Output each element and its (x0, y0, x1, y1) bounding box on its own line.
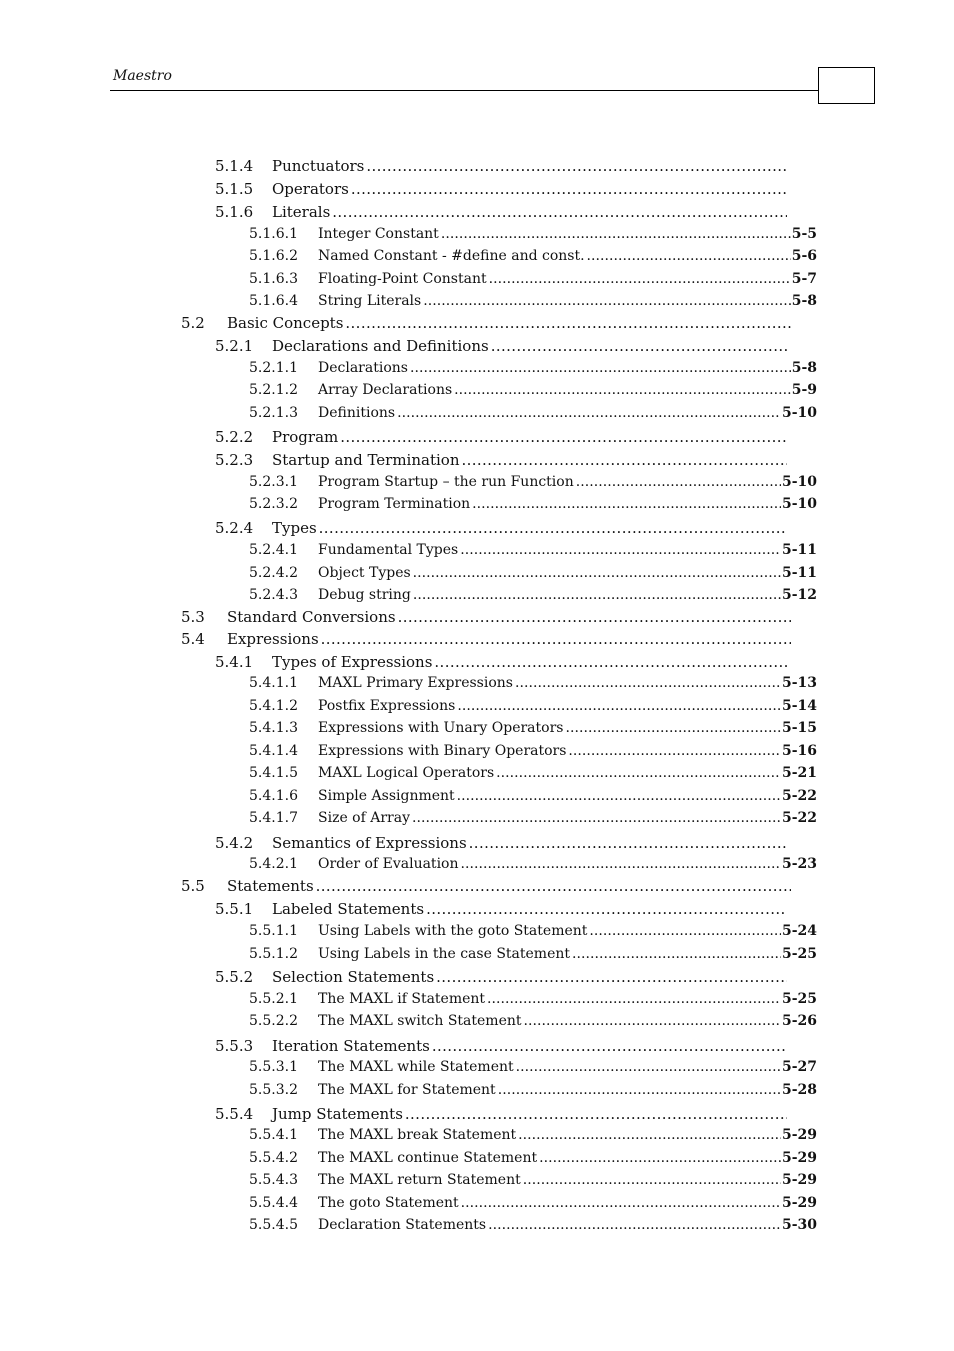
toc-entry-page: 5-28 (781, 1082, 817, 1098)
toc-entry[interactable] (249, 675, 817, 691)
toc-entry-title: Fundamental Types (318, 542, 459, 558)
toc-entry-title: Object Types (318, 565, 411, 581)
toc-entry-title: Size of Array (318, 810, 410, 826)
toc-entry[interactable] (249, 1013, 817, 1029)
toc-entry-title: Iteration Statements (272, 1037, 430, 1055)
toc-entry-title: Semantics of Expressions (272, 834, 467, 852)
toc-entry-number: 5.2.3.2 (249, 496, 298, 512)
toc-entry-number: 5.5.2 (215, 968, 254, 986)
toc-entry-page: 5-21 (781, 765, 817, 781)
toc-entry[interactable] (249, 923, 817, 939)
toc-dot-leader (366, 157, 787, 175)
toc-entry-number: 5.4.1.3 (249, 720, 298, 736)
toc-entry-title: The MAXL switch Statement (318, 1013, 522, 1029)
toc-entry-number: 5.5.1.1 (249, 923, 298, 939)
toc-dot-leader (469, 834, 787, 852)
toc-dot-leader (523, 1172, 781, 1188)
toc-entry-page: 5-22 (781, 810, 817, 826)
toc-entry[interactable] (181, 630, 792, 648)
toc-entry[interactable] (249, 856, 817, 872)
toc-entry-page: 5-10 (781, 474, 817, 490)
toc-entry[interactable] (249, 405, 817, 421)
toc-entry[interactable] (249, 587, 817, 603)
toc-entry-number: 5.5.4.1 (249, 1127, 298, 1143)
toc-dot-leader (410, 360, 791, 376)
toc-entry[interactable] (249, 226, 817, 242)
toc-dot-leader (524, 1013, 781, 1029)
toc-dot-leader (568, 743, 781, 759)
toc-entry-page: 5-25 (781, 991, 817, 1007)
toc-entry-number: 5.2.4.2 (249, 565, 298, 581)
toc-entry-title: Jump Statements (272, 1105, 403, 1123)
toc-entry-title: Literals (272, 203, 331, 221)
toc-entry[interactable] (249, 474, 817, 490)
toc-entry-page: 5-26 (781, 1013, 817, 1029)
toc-dot-leader (516, 1059, 781, 1075)
toc-entry-number: 5.2.2 (215, 428, 254, 446)
toc-entry-title: Debug string (318, 587, 411, 603)
toc-entry-title: Punctuators (272, 157, 365, 175)
toc-entry-title: Program Startup – the run Function (318, 474, 574, 490)
toc-dot-leader (496, 765, 781, 781)
toc-entry-title: Operators (272, 180, 349, 198)
toc-entry-number: 5.5.4.2 (249, 1150, 298, 1166)
toc-entry-title: MAXL Logical Operators (318, 765, 495, 781)
toc-entry-number: 5.4.1.5 (249, 765, 298, 781)
toc-entry-number: 5.1.6.4 (249, 293, 298, 309)
toc-entry[interactable] (249, 382, 817, 398)
toc-entry-number: 5.4.1.4 (249, 743, 298, 759)
toc-dot-leader (321, 630, 791, 648)
toc-entry-number: 5.2.4 (215, 519, 254, 537)
toc-dot-leader (587, 248, 791, 264)
toc-entry[interactable] (249, 1172, 817, 1188)
toc-entry-title: Startup and Termination (272, 451, 460, 469)
toc-entry-number: 5.2.3 (215, 451, 254, 469)
toc-entry-number: 5.5.4.5 (249, 1217, 298, 1233)
toc-entry-title: Expressions with Binary Operators (318, 743, 567, 759)
toc-entry-page: 5-6 (791, 248, 817, 264)
toc-dot-leader (332, 203, 787, 221)
toc-dot-leader (457, 698, 781, 714)
toc-entry-number: 5.2 (181, 314, 205, 332)
toc-dot-leader (487, 991, 781, 1007)
toc-entry-page: 5-30 (781, 1217, 817, 1233)
toc-dot-leader (518, 1127, 781, 1143)
toc-entry-title: Selection Statements (272, 968, 435, 986)
toc-dot-leader (441, 226, 791, 242)
toc-entry-number: 5.5.3.2 (249, 1082, 298, 1098)
toc-entry-number: 5.1.5 (215, 180, 254, 198)
toc-dot-leader (460, 542, 781, 558)
toc-dot-leader (576, 474, 781, 490)
toc-entry-title: The MAXL if Statement (318, 991, 486, 1007)
toc-entry-number: 5.1.6 (215, 203, 254, 221)
toc-entry-title: Labeled Statements (272, 900, 425, 918)
toc-dot-leader (413, 565, 781, 581)
toc-entry-page: 5-11 (781, 565, 817, 581)
toc-dot-leader (316, 877, 791, 895)
toc-entry[interactable] (249, 991, 817, 1007)
toc-entry-number: 5.5.1 (215, 900, 254, 918)
toc-entry[interactable] (249, 360, 817, 376)
toc-entry-number: 5.4.2 (215, 834, 254, 852)
toc-entry-title: The goto Statement (318, 1195, 459, 1211)
toc-entry-title: Types (272, 519, 317, 537)
toc-entry-title: String Literals (318, 293, 422, 309)
toc-entry-title: Declaration Statements (318, 1217, 487, 1233)
toc-entry[interactable] (249, 496, 817, 512)
toc-entry-title: Array Declarations (318, 382, 453, 398)
toc-entry[interactable] (249, 765, 817, 781)
toc-entry-title: The MAXL return Statement (318, 1172, 521, 1188)
toc-dot-leader (572, 946, 781, 962)
toc-entry-number: 5.1.4 (215, 157, 254, 175)
toc-entry-title: Declarations (318, 360, 408, 376)
toc-entry[interactable] (215, 653, 788, 671)
toc-entry-page: 5-27 (781, 1059, 817, 1075)
toc-entry-title: Declarations and Definitions (272, 337, 489, 355)
toc-entry-page: 5-29 (781, 1172, 817, 1188)
toc-entry-number: 5.2.1 (215, 337, 254, 355)
toc-entry-number: 5.4.1 (215, 653, 254, 671)
toc-entry[interactable] (249, 1059, 817, 1075)
toc-dot-leader (398, 608, 791, 626)
toc-entry-number: 5.1.6.2 (249, 248, 298, 264)
toc-entry[interactable] (215, 519, 788, 537)
toc-entry-number: 5.5.3 (215, 1037, 254, 1055)
toc-entry-page: 5-15 (781, 720, 817, 736)
toc-entry-number: 5.2.1.3 (249, 405, 298, 421)
toc-dot-leader (461, 451, 787, 469)
toc-entry[interactable] (215, 180, 788, 198)
toc-entry-title: Simple Assignment (318, 788, 455, 804)
toc-entry-number: 5.5.1.2 (249, 946, 298, 962)
toc-entry-title: Program Termination (318, 496, 471, 512)
toc-entry[interactable] (249, 720, 817, 736)
toc-dot-leader (515, 675, 781, 691)
toc-dot-leader (426, 900, 787, 918)
toc-dot-leader (539, 1150, 781, 1166)
toc-entry-page: 5-9 (791, 382, 817, 398)
toc-entry[interactable] (249, 1150, 817, 1166)
toc-entry-page: 5-5 (791, 226, 817, 242)
toc-entry-page: 5-7 (791, 271, 817, 287)
toc-dot-leader (589, 923, 781, 939)
toc-entry[interactable] (249, 565, 817, 581)
toc-entry[interactable] (249, 788, 817, 804)
toc-entry-number: 5.5.4.3 (249, 1172, 298, 1188)
toc-entry-number: 5.5.4.4 (249, 1195, 298, 1211)
toc-entry-page: 5-25 (781, 946, 817, 962)
toc-entry-number: 5.1.6.3 (249, 271, 298, 287)
toc-entry[interactable] (181, 877, 792, 895)
toc-entry-title: Statements (227, 877, 314, 895)
toc-entry[interactable] (249, 1195, 817, 1211)
running-header-title: Maestro (113, 68, 172, 84)
toc-entry-title: The MAXL while Statement (318, 1059, 514, 1075)
toc-entry-title: Integer Constant (318, 226, 439, 242)
toc-entry-title: The MAXL for Statement (318, 1082, 496, 1098)
toc-dot-leader (488, 1217, 781, 1233)
toc-entry-page: 5-22 (781, 788, 817, 804)
toc-dot-leader (491, 337, 787, 355)
toc-entry-title: Expressions (227, 630, 319, 648)
toc-entry-number: 5.5.2.2 (249, 1013, 298, 1029)
toc-entry-title: Order of Evaluation (318, 856, 459, 872)
toc-entry-number: 5.2.1.2 (249, 382, 298, 398)
toc-entry-page: 5-29 (781, 1195, 817, 1211)
toc-dot-leader (413, 587, 781, 603)
toc-entry-page: 5-8 (791, 293, 817, 309)
toc-entry[interactable] (181, 608, 792, 626)
toc-entry-number: 5.4.1.2 (249, 698, 298, 714)
toc-dot-leader (345, 314, 791, 332)
toc-entry[interactable] (249, 743, 817, 759)
toc-entry-title: The MAXL break Statement (318, 1127, 517, 1143)
toc-entry-page: 5-10 (781, 496, 817, 512)
toc-entry[interactable] (249, 1082, 817, 1098)
toc-dot-leader (454, 382, 791, 398)
toc-entry-page: 5-24 (781, 923, 817, 939)
toc-entry-title: Using Labels with the goto Statement (318, 923, 588, 939)
toc-entry[interactable] (249, 946, 817, 962)
toc-entry[interactable] (215, 900, 788, 918)
toc-dot-leader (461, 856, 781, 872)
toc-entry-page: 5-13 (781, 675, 817, 691)
toc-entry-title: Postfix Expressions (318, 698, 456, 714)
page-number-box (818, 67, 875, 104)
toc-entry[interactable] (249, 698, 817, 714)
toc-entry-page: 5-8 (791, 360, 817, 376)
toc-entry-title: Program (272, 428, 339, 446)
toc-entry[interactable] (215, 1037, 788, 1055)
toc-entry-title: Floating-Point Constant (318, 271, 487, 287)
toc-entry-number: 5.5 (181, 877, 205, 895)
toc-dot-leader (351, 180, 787, 198)
toc-entry-page: 5-12 (781, 587, 817, 603)
toc-entry-title: Expressions with Unary Operators (318, 720, 564, 736)
toc-entry-number: 5.4.2.1 (249, 856, 298, 872)
toc-entry-page: 5-23 (781, 856, 817, 872)
toc-entry-number: 5.1.6.1 (249, 226, 298, 242)
toc-entry[interactable] (215, 1105, 788, 1123)
toc-entry-page: 5-11 (781, 542, 817, 558)
header-rule (110, 90, 818, 91)
toc-entry-number: 5.2.4.1 (249, 542, 298, 558)
toc-entry[interactable] (249, 810, 817, 826)
toc-entry-title: MAXL Primary Expressions (318, 675, 513, 691)
toc-entry[interactable] (215, 451, 788, 469)
toc-entry-page: 5-16 (781, 743, 817, 759)
toc-entry-page: 5-29 (781, 1150, 817, 1166)
toc-entry[interactable] (249, 248, 817, 264)
toc-entry[interactable] (215, 968, 788, 986)
toc-dot-leader (434, 653, 787, 671)
toc-entry[interactable] (215, 834, 788, 852)
toc-entry-number: 5.4.1.6 (249, 788, 298, 804)
toc-entry-number: 5.2.1.1 (249, 360, 298, 376)
toc-entry-title: Named Constant - #define and const. (318, 248, 585, 264)
toc-entry-title: Standard Conversions (227, 608, 396, 626)
toc-entry[interactable] (215, 157, 788, 175)
toc-dot-leader (565, 720, 781, 736)
toc-entry[interactable] (249, 293, 817, 309)
toc-entry-number: 5.2.4.3 (249, 587, 298, 603)
toc-dot-leader (436, 968, 787, 986)
toc-dot-leader (397, 405, 781, 421)
toc-entry[interactable] (249, 1217, 817, 1233)
toc-entry-page: 5-10 (781, 405, 817, 421)
toc-entry-number: 5.4 (181, 630, 205, 648)
toc-dot-leader (412, 810, 781, 826)
toc-entry-number: 5.5.4 (215, 1105, 254, 1123)
toc-dot-leader (472, 496, 781, 512)
toc-dot-leader (461, 1195, 781, 1211)
toc-entry-title: Basic Concepts (227, 314, 344, 332)
toc-entry-title: Types of Expressions (272, 653, 433, 671)
toc-entry[interactable] (249, 542, 817, 558)
toc-entry[interactable] (249, 271, 817, 287)
toc-entry-number: 5.4.1.1 (249, 675, 298, 691)
toc-dot-leader (457, 788, 781, 804)
toc-entry-number: 5.4.1.7 (249, 810, 298, 826)
toc-dot-leader (423, 293, 791, 309)
toc-entry-page: 5-29 (781, 1127, 817, 1143)
toc-entry-title: The MAXL continue Statement (318, 1150, 538, 1166)
toc-entry[interactable] (215, 203, 788, 221)
toc-entry-number: 5.5.3.1 (249, 1059, 298, 1075)
toc-entry-number: 5.5.2.1 (249, 991, 298, 1007)
toc-dot-leader (405, 1105, 787, 1123)
toc-entry[interactable] (249, 1127, 817, 1143)
toc-entry-number: 5.3 (181, 608, 205, 626)
toc-entry[interactable] (181, 314, 792, 332)
toc-entry-page: 5-14 (781, 698, 817, 714)
toc-entry[interactable] (215, 428, 788, 446)
toc-entry-title: Using Labels in the case Statement (318, 946, 570, 962)
toc-dot-leader (489, 271, 791, 287)
toc-entry[interactable] (215, 337, 788, 355)
toc-dot-leader (498, 1082, 781, 1098)
toc-dot-leader (432, 1037, 787, 1055)
toc-dot-leader (340, 428, 787, 446)
toc-dot-leader (319, 519, 787, 537)
toc-entry-number: 5.2.3.1 (249, 474, 298, 490)
toc-entry-title: Definitions (318, 405, 396, 421)
